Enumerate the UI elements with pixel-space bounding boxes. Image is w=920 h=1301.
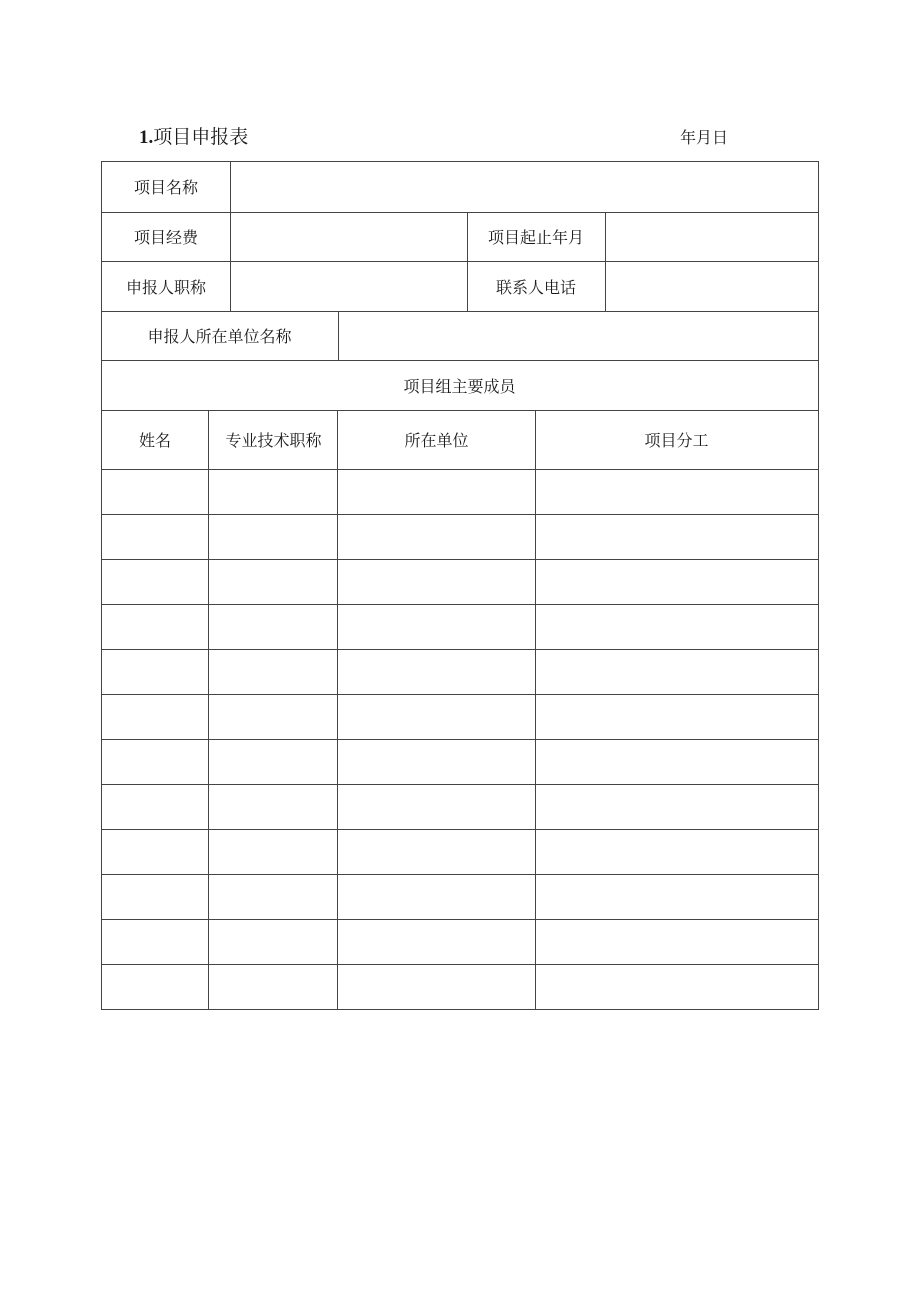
member-name-cell[interactable]: [101, 559, 209, 604]
member-unit-cell[interactable]: [338, 874, 535, 919]
project-period-field[interactable]: [606, 212, 818, 261]
title-number: 1.: [139, 127, 154, 148]
member-unit-cell[interactable]: [338, 694, 535, 739]
member-name-cell[interactable]: [101, 604, 209, 649]
project-name-label: 项目名称: [133, 178, 198, 197]
member-division-cell[interactable]: [535, 649, 818, 694]
project-name-field[interactable]: [231, 161, 818, 212]
member-title-cell[interactable]: [209, 604, 338, 649]
member-title-cell[interactable]: [209, 784, 338, 829]
member-unit-cell[interactable]: [338, 829, 535, 874]
member-name-cell[interactable]: [101, 874, 209, 919]
member-title-cell[interactable]: [209, 694, 338, 739]
member-division-cell[interactable]: [535, 739, 818, 784]
member-name-cell[interactable]: [101, 694, 209, 739]
contact-phone-label: 联系人电话: [495, 277, 576, 297]
member-title-cell[interactable]: [209, 964, 338, 1009]
member-division-cell[interactable]: [535, 919, 818, 964]
member-name-cell[interactable]: [101, 649, 209, 694]
member-division-cell[interactable]: [535, 559, 818, 604]
column-header-name: 姓名: [138, 431, 171, 450]
member-unit-cell[interactable]: [338, 919, 535, 964]
member-unit-cell[interactable]: [338, 964, 535, 1009]
member-title-cell[interactable]: [209, 919, 338, 964]
member-unit-cell[interactable]: [338, 604, 535, 649]
contact-phone-field[interactable]: [606, 261, 818, 311]
member-name-cell[interactable]: [101, 739, 209, 784]
member-division-cell[interactable]: [535, 469, 818, 514]
date-label: 年月日: [680, 128, 729, 147]
member-title-cell[interactable]: [209, 829, 338, 874]
member-title-cell[interactable]: [209, 514, 338, 559]
member-unit-cell[interactable]: [338, 739, 535, 784]
member-unit-cell[interactable]: [338, 559, 535, 604]
applicant-title-field[interactable]: [231, 261, 467, 311]
member-title-cell[interactable]: [209, 739, 338, 784]
member-title-cell[interactable]: [209, 559, 338, 604]
member-division-cell[interactable]: [535, 514, 818, 559]
member-division-cell[interactable]: [535, 784, 818, 829]
member-name-cell[interactable]: [101, 964, 209, 1009]
member-title-cell[interactable]: [209, 649, 338, 694]
member-name-cell[interactable]: [101, 829, 209, 874]
project-funds-label: 项目经费: [133, 228, 198, 247]
member-name-cell[interactable]: [101, 784, 209, 829]
member-name-cell[interactable]: [101, 469, 209, 514]
applicant-unit-label: 申报人所在单位名称: [147, 327, 292, 346]
member-division-cell[interactable]: [535, 964, 818, 1009]
project-period-label: 项目起止年月: [487, 228, 584, 247]
member-name-cell[interactable]: [101, 919, 209, 964]
member-unit-cell[interactable]: [338, 649, 535, 694]
member-unit-cell[interactable]: [338, 784, 535, 829]
member-division-cell[interactable]: [535, 694, 818, 739]
applicant-title-label: 申报人职称: [125, 277, 206, 297]
project-funds-field[interactable]: [231, 212, 467, 261]
member-unit-cell[interactable]: [338, 469, 535, 514]
member-title-cell[interactable]: [209, 874, 338, 919]
column-header-unit: 所在单位: [404, 431, 469, 450]
applicant-unit-field[interactable]: [339, 311, 818, 360]
title-text: 项目申报表: [153, 126, 249, 148]
member-title-cell[interactable]: [209, 469, 338, 514]
member-division-cell[interactable]: [535, 604, 818, 649]
form-title: [139, 124, 248, 151]
member-division-cell[interactable]: [535, 874, 818, 919]
member-name-cell[interactable]: [101, 514, 209, 559]
column-header-title: 专业技术职称: [225, 431, 322, 450]
column-header-division: 项目分工: [644, 431, 709, 450]
members-section-title: 项目组主要成员: [403, 376, 516, 396]
member-unit-cell[interactable]: [338, 514, 535, 559]
member-division-cell[interactable]: [535, 829, 818, 874]
